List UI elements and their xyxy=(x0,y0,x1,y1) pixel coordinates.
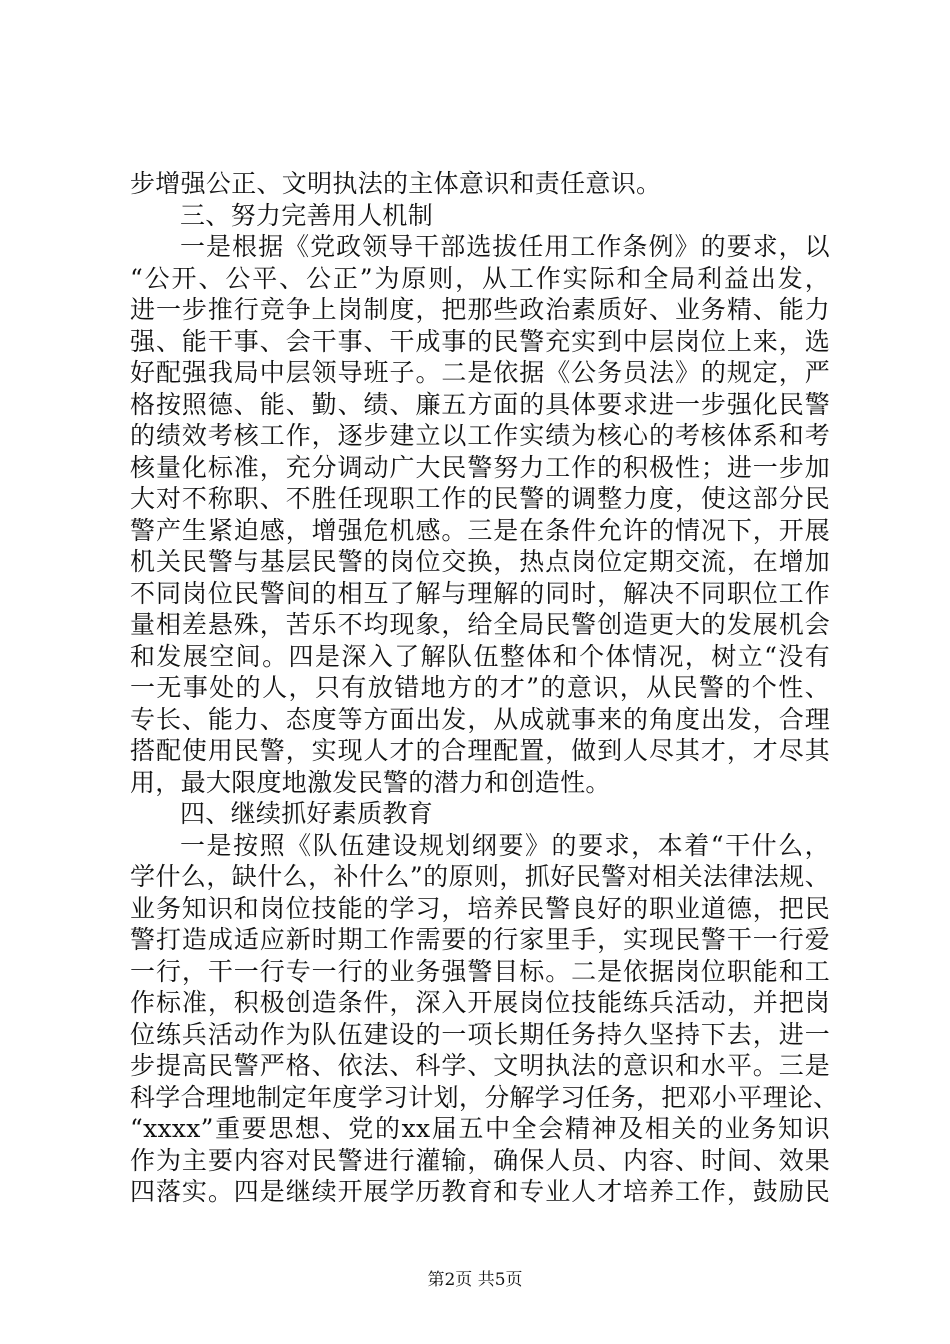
text-line: 机关民警与基层民警的岗位交换，热点岗位定期交流，在增加 xyxy=(130,547,830,576)
text-line: 学什么，缺什么，补什么”的原则，抓好民警对相关法律法规、 xyxy=(130,862,830,891)
text-line: 步提高民警严格、依法、科学、文明执法的意识和水平。三是 xyxy=(130,1051,830,1080)
text-line: 一行，干一行专一行的业务强警目标。二是依据岗位职能和工 xyxy=(130,956,830,986)
text-line: 一是根据《党政领导干部选拔任用工作条例》的要求，以 xyxy=(180,232,830,261)
text-line: 一无事处的人，只有放错地方的才”的意识，从民警的个性、 xyxy=(130,673,830,702)
text-line: 不同岗位民警间的相互了解与理解的同时，解决不同职位工作 xyxy=(130,578,830,608)
text-line: “公开、公平、公正”为原则，从工作实际和全局利益出发， xyxy=(130,263,830,293)
text-line: 用，最大限度地激发民警的潜力和创造性。 xyxy=(130,767,611,797)
text-line: 作为主要内容对民警进行灌输，确保人员、内容、时间、效果 xyxy=(130,1145,830,1175)
text-line: “xxxx”重要思想、党的xx届五中全会精神及相关的业务知识 xyxy=(130,1114,830,1143)
text-line: 警打造成适应新时期工作需要的行家里手，实现民警干一行爱 xyxy=(130,925,830,954)
text-line: 好配强我局中层领导班子。二是依据《公务员法》的规定，严 xyxy=(130,358,830,387)
text-line: 作标准，积极创造条件，深入开展岗位技能练兵活动，并把岗 xyxy=(130,988,830,1017)
page-number: 第2页 共5页 xyxy=(427,1270,523,1290)
section-heading: 三、努力完善用人机制 xyxy=(180,200,434,230)
document-body xyxy=(130,168,839,1208)
text-line: 一是按照《队伍建设规划纲要》的要求，本着“干什么， xyxy=(180,830,830,860)
text-line: 的绩效考核工作，逐步建立以工作实绩为核心的考核体系和考 xyxy=(130,421,830,450)
text-line: 格按照德、能、勤、绩、廉五方面的具体要求进一步强化民警 xyxy=(130,389,830,419)
text-line: 专长、能力、态度等方面出发，从成就事来的角度出发，合理 xyxy=(130,704,830,734)
text-line: 量相差悬殊，苦乐不均现象，给全局民警创造更大的发展机会 xyxy=(130,610,830,639)
text-line: 大对不称职、不胜任现职工作的民警的调整力度，使这部分民 xyxy=(130,484,830,513)
text-line: 核量化标准，充分调动广大民警努力工作的积极性；进一步加 xyxy=(130,452,830,482)
text-line: 强、能干事、会干事、干成事的民警充实到中层岗位上来，选 xyxy=(130,326,830,356)
text-line: 搭配使用民警，实现人才的合理配置，做到人尽其才，才尽其 xyxy=(130,736,830,765)
text-line: 步增强公正、文明执法的主体意识和责任意识。 xyxy=(130,169,662,198)
text-line: 业务知识和岗位技能的学习，培养民警良好的职业道德，把民 xyxy=(130,893,830,923)
text-line: 位练兵活动作为队伍建设的一项长期任务持久坚持下去，进一 xyxy=(130,1019,830,1049)
text-line: 四落实。四是继续开展学历教育和专业人才培养工作，鼓励民 xyxy=(130,1177,830,1206)
text-line: 科学合理地制定年度学习计划，分解学习任务，把邓小平理论、 xyxy=(130,1082,839,1112)
text-line: 进一步推行竞争上岗制度，把那些政治素质好、业务精、能力 xyxy=(130,295,830,324)
page-footer xyxy=(0,1270,950,1290)
section-heading: 四、继续抓好素质教育 xyxy=(180,799,434,828)
text-line: 警产生紧迫感，增强危机感。三是在条件允许的情况下，开展 xyxy=(130,515,830,545)
text-line: 和发展空间。四是深入了解队伍整体和个体情况，树立“没有 xyxy=(130,641,830,671)
